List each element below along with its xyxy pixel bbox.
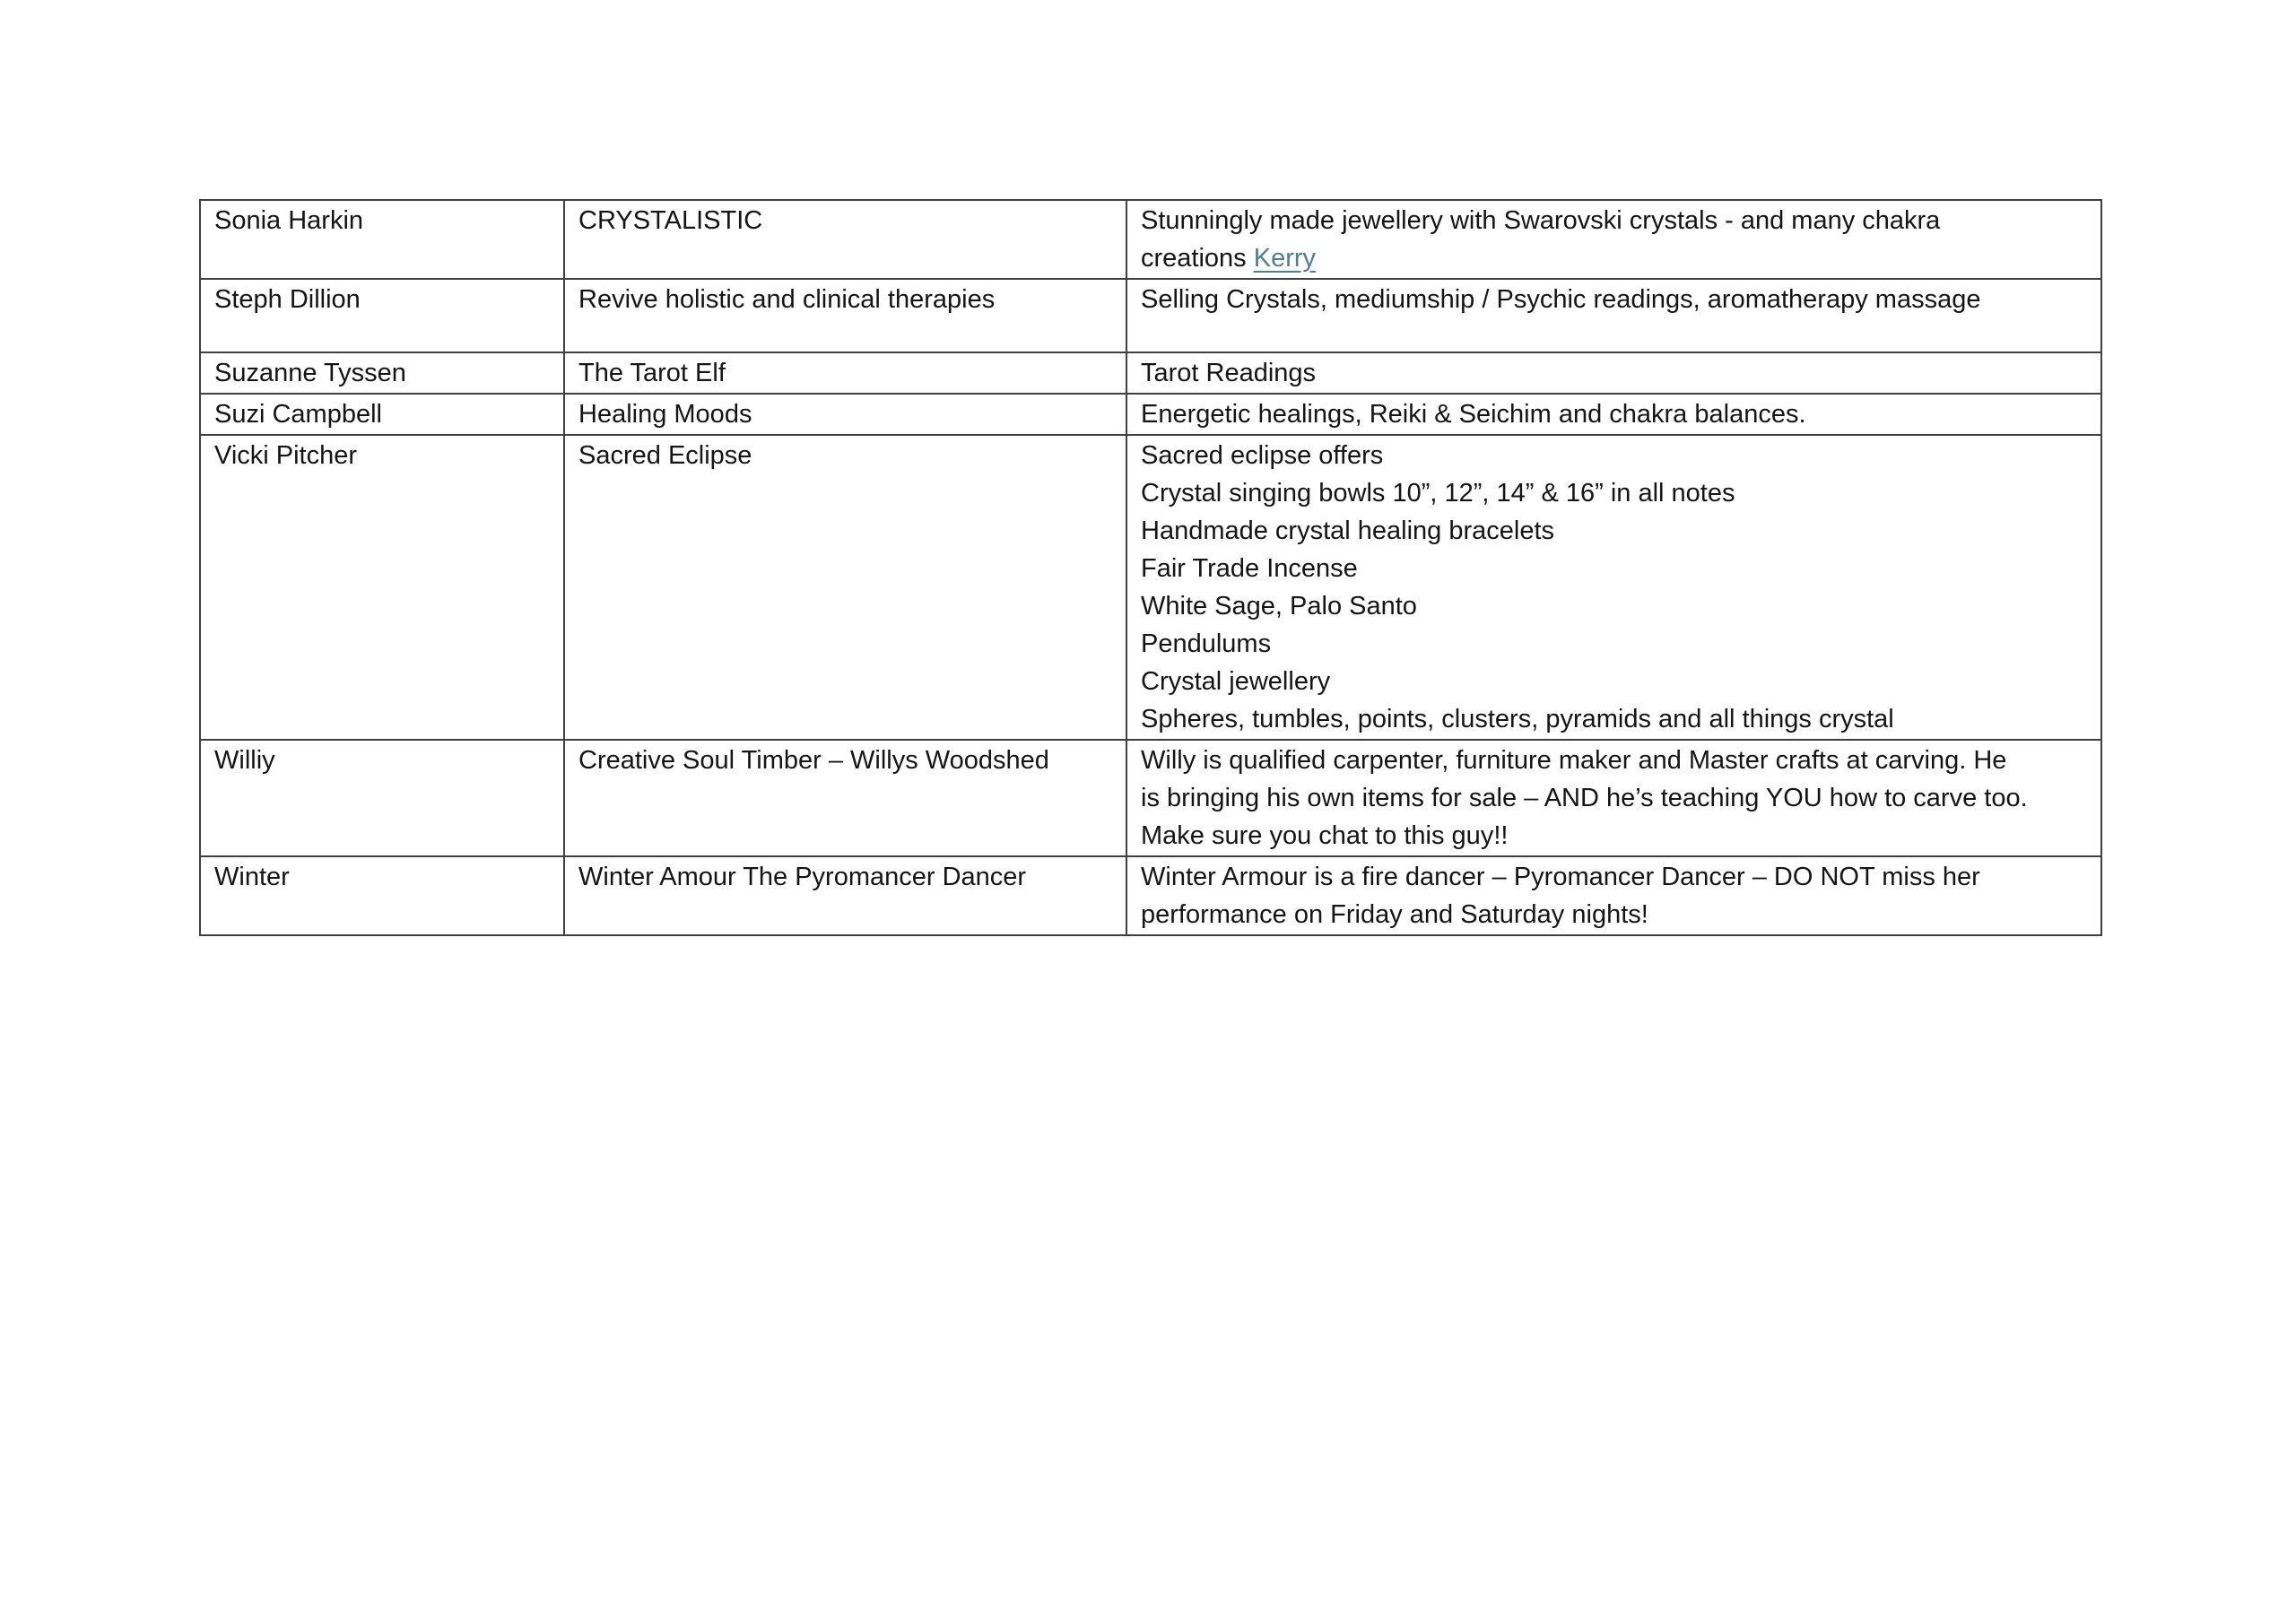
description-line [1141, 395, 2087, 433]
description-line [1141, 663, 2087, 700]
business-name: Winter Amour The Pyromancer Dancer [578, 863, 1027, 891]
vendor-name: Sonia Harkin [214, 206, 364, 235]
description-text: Energetic healings, Reiki & Seichim and chakra balances. [1141, 400, 1806, 429]
description-line [1141, 587, 2087, 625]
description-text: performance on Friday and Saturday nights! [1141, 900, 1648, 929]
description-cell [1126, 740, 2101, 856]
vendor-name: Williy [214, 746, 275, 775]
description-text: Handmade crystal healing bracelets [1141, 516, 1555, 545]
description-text: Make sure you chat to this guy!! [1141, 821, 1509, 850]
vendor-table [199, 199, 2102, 936]
business-name: Revive holistic and clinical therapies [578, 285, 996, 314]
description-cell [1126, 435, 2101, 740]
vendor-name-cell [200, 352, 564, 394]
vendor-name: Steph Dillion [214, 285, 361, 314]
business-name-cell [564, 435, 1126, 740]
vendor-name-cell [200, 279, 564, 352]
vendor-name-cell [200, 200, 564, 279]
description-line [1141, 625, 2087, 663]
business-name: Healing Moods [578, 400, 752, 429]
description-text: Spheres, tumbles, points, clusters, pyramids and all things crystal [1141, 705, 1894, 733]
business-name-cell [564, 352, 1126, 394]
business-name-cell [564, 740, 1126, 856]
description-text: Pendulums [1141, 629, 1272, 658]
table-row [200, 856, 2101, 935]
vendor-name-cell [200, 435, 564, 740]
description-line [1141, 779, 2087, 817]
business-name-cell [564, 200, 1126, 279]
description-cell [1126, 856, 2101, 935]
description-text: Winter Armour is a fire dancer – Pyromancer Dancer – DO NOT miss her [1141, 863, 1980, 891]
table-row [200, 394, 2101, 435]
description-line [1141, 550, 2087, 587]
business-name: Creative Soul Timber – Willys Woodshed [578, 746, 1049, 775]
vendor-table-body [200, 200, 2101, 935]
description-line [1141, 437, 2087, 474]
table-row [200, 279, 2101, 352]
vendor-name-cell [200, 740, 564, 856]
description-line [1141, 281, 2087, 318]
description-text: Crystal singing bowls 10”, 12”, 14” & 16” in all notes [1141, 479, 1735, 508]
business-name: CRYSTALISTIC [578, 206, 763, 235]
description-text: Crystal jewellery [1141, 667, 1331, 696]
vendor-name-cell [200, 394, 564, 435]
description-text: Sacred eclipse offers [1141, 441, 1384, 470]
description-line [1141, 858, 2087, 896]
description-text: is bringing his own items for sale – AND he’s teaching YOU how to carve too. [1141, 784, 2028, 812]
description-text: creations [1141, 244, 1254, 273]
table-row [200, 200, 2101, 279]
vendor-name: Winter [214, 863, 290, 891]
description-text: Tarot Readings [1141, 359, 1317, 387]
business-name-cell [564, 856, 1126, 935]
description-cell [1126, 394, 2101, 435]
description-line [1141, 239, 2087, 277]
description-text: White Sage, Palo Santo [1141, 592, 1417, 621]
description-line [1141, 512, 2087, 550]
description-line [1141, 354, 2087, 392]
description-line [1141, 896, 2087, 933]
vendor-name: Vicki Pitcher [214, 441, 358, 470]
description-cell [1126, 200, 2101, 279]
description-text: Selling Crystals, mediumship / Psychic readings, aromatherapy massage [1141, 285, 1981, 314]
vendor-name-cell [200, 856, 564, 935]
business-name-cell [564, 279, 1126, 352]
description-text: Fair Trade Incense [1141, 554, 1358, 583]
table-row [200, 740, 2101, 856]
description-cell [1126, 352, 2101, 394]
description-line [1141, 742, 2087, 779]
description-text: Willy is qualified carpenter, furniture maker and Master crafts at carving. He [1141, 746, 2007, 775]
kerry-link[interactable]: Kerry [1253, 244, 1317, 273]
vendor-name: Suzi Campbell [214, 400, 382, 429]
description-cell [1126, 279, 2101, 352]
table-row [200, 435, 2101, 740]
vendor-name: Suzanne Tyssen [214, 359, 406, 387]
description-line [1141, 817, 2087, 855]
description-line [1141, 700, 2087, 738]
description-text: Stunningly made jewellery with Swarovski crystals - and many chakra [1141, 206, 1941, 235]
description-line [1141, 202, 2087, 239]
description-line [1141, 474, 2087, 512]
business-name: The Tarot Elf [578, 359, 726, 387]
table-row [200, 352, 2101, 394]
business-name-cell [564, 394, 1126, 435]
business-name: Sacred Eclipse [578, 441, 752, 470]
